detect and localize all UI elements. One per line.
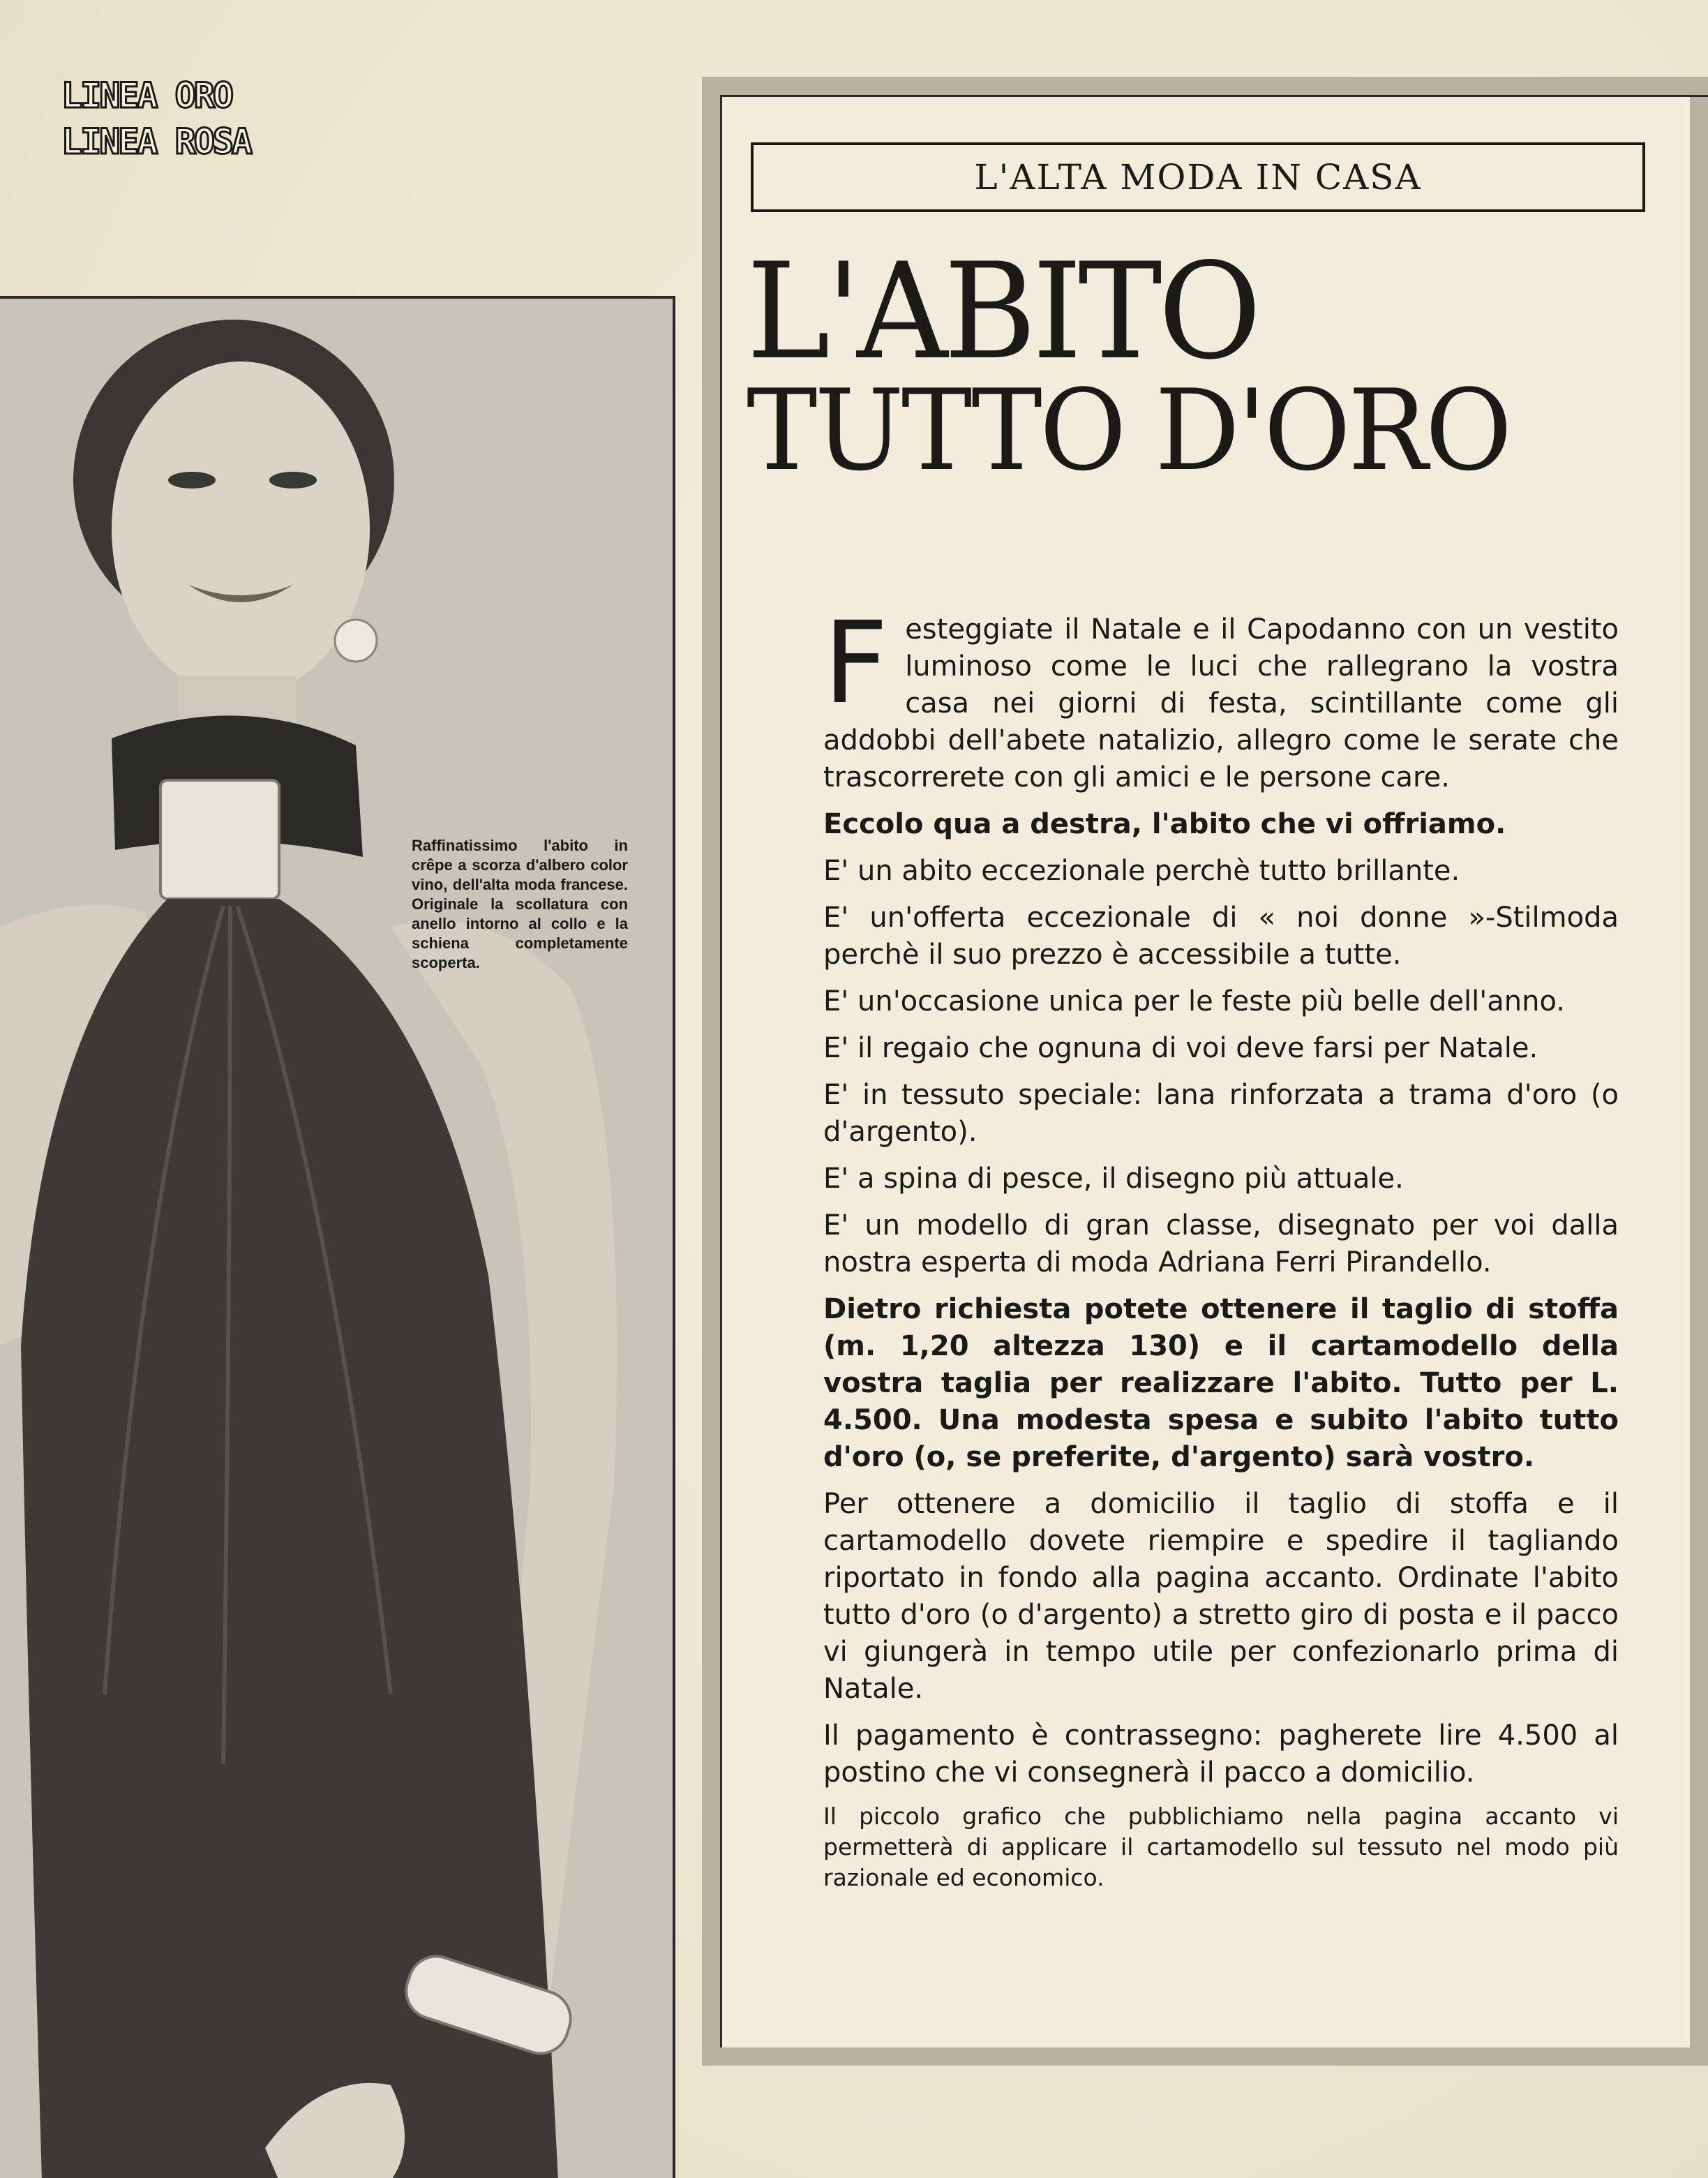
intro-paragraph [823,598,1619,796]
lead-paragraph: Eccolo qua a destra, l'abito che vi offriamo. [823,808,1506,840]
headline [747,234,1668,495]
intro-text: esteggiate il Natale e il Capodanno con un vestito luminoso come le luci che rallegrano la vostra casa nei giorni di festa, scintillante come gli addobbi dell'abete natalizio, allegro come le serate che trascorrerete con gli amici e le persone care. [823,613,1619,793]
section-tag-linea-rosa: LINEA ROSA [61,121,251,162]
rubric-title: L'ALTA MODA IN CASA [974,157,1422,197]
payment-paragraph: Il pagamento è contrassegno: pagherete lire 4.500 al postino che vi consegnerà il pacco a domicilio. [823,1720,1619,1789]
point-paragraph: E' un'occasione unica per le feste più belle dell'anno. [823,985,1565,1017]
photo-caption: Raffinatissimo l'abito in crêpe a scorza d'albero color vino, dell'alta moda francese. Originale la scollatura con anello intorno al collo e la schiena completamente scoperta. [412,837,628,971]
headline-line-2: TUTTO D'ORO [747,365,1510,495]
note-paragraph: Il piccolo grafico che pubblichiamo nella pagina accanto vi permetterà di applicare il cartamodello sul tessuto nel modo più razionale ed economico. [823,1803,1619,1891]
point-paragraph: E' un'offerta eccezionale di « noi donne »-Stilmoda perchè il suo prezzo è accessibile a tutte. [823,902,1619,971]
section-tag-linea-oro: LINEA ORO [61,75,232,116]
point-paragraph: E' un modello di gran classe, disegnato per voi dalla nostra esperta di moda Adriana Ferri Pirandello. [823,1209,1619,1278]
drop-cap: F [823,598,889,729]
model-illustration [0,299,675,2178]
order-paragraph: Per ottenere a domicilio il taglio di stoffa e il cartamodello dovete riempire e spedire il tagliando riportato in fondo alla pagina accanto. Ordinate l'abito tutto d'oro (o d'argento) a stretto giro di posta e il pacco vi giungerà in tempo utile per confezionarlo prima di Natale. [823,1488,1619,1705]
rubric-box [751,142,1645,212]
point-paragraph: E' in tessuto speciale: lana rinforzata a trama d'oro (o d'argento). [823,1079,1619,1148]
point-paragraph: E' a spina di pesce, il disegno più attuale. [823,1163,1404,1195]
section-tags [61,73,250,165]
offer-paragraph: Dietro richiesta potete ottenere il taglio di stoffa (m. 1,20 altezza 130) e il cartamodello della vostra taglia per realizzare l'abito. Tutto per L. 4.500. Una modesta spesa e subito l'abito tutto d'oro (o, se preferite, d'argento) sarà vostro. [823,1293,1619,1473]
headline-line-1: L'ABITO [747,234,1258,389]
article-body [823,598,1619,1903]
point-paragraph: E' il regaio che ognuna di voi deve farsi per Natale. [823,1032,1538,1064]
point-paragraph: E' un abito eccezionale perchè tutto brillante. [823,855,1460,887]
fashion-photo [0,296,675,2178]
